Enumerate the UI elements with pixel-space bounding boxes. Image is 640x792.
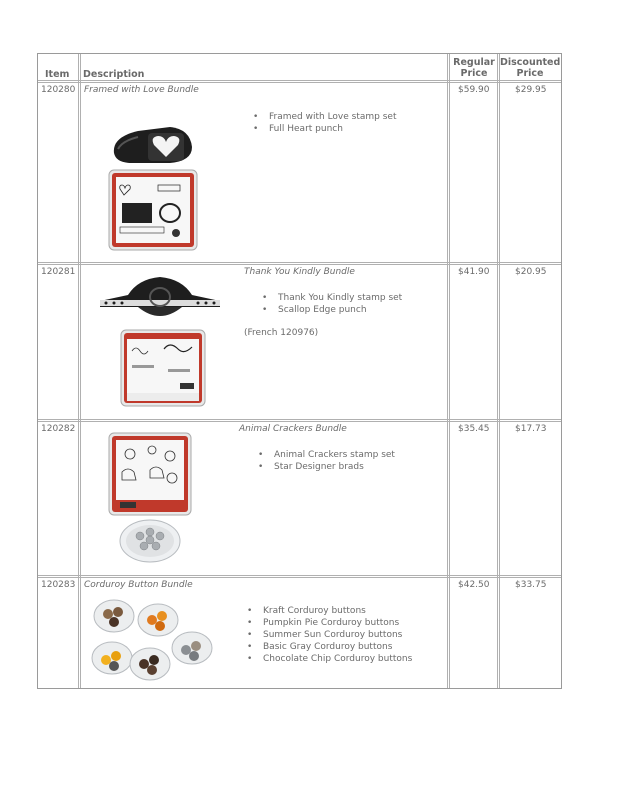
discounted-price: $29.95: [515, 85, 547, 95]
item-number: 120282: [41, 424, 76, 434]
bundle-table: [37, 53, 562, 689]
bundle-title: Corduroy Button Bundle: [84, 580, 193, 590]
bundle-contents: [256, 449, 395, 473]
item-number: 120280: [41, 85, 76, 95]
scallop-edge-punch-image: [98, 273, 222, 325]
list-item: • Kraft Corduroy buttons: [245, 605, 412, 617]
list-item: • Star Designer brads: [256, 461, 395, 473]
table-row: [38, 265, 561, 419]
stamp-set-image: [108, 169, 198, 251]
bundle-contents: [260, 292, 402, 316]
list-item: • Basic Gray Corduroy buttons: [245, 641, 412, 653]
list-item: • Full Heart punch: [251, 123, 397, 135]
item-number: 120281: [41, 267, 76, 277]
kraft-buttons-jar: [94, 600, 134, 632]
bundle-title: Framed with Love Bundle: [84, 85, 199, 95]
bundle-contents: [251, 111, 397, 135]
header-discounted-price: Discounted Price: [500, 57, 561, 79]
regular-price: $35.45: [458, 424, 490, 434]
regular-price: $59.90: [458, 85, 490, 95]
discounted-price: $17.73: [515, 424, 547, 434]
basic-gray-buttons-jar: [172, 632, 212, 664]
list-item: • Animal Crackers stamp set: [256, 449, 395, 461]
heart-punch-image: [108, 123, 198, 167]
star-brads-image: [118, 518, 182, 564]
stamp-set-image: [108, 432, 192, 516]
list-item: • Thank You Kindly stamp set: [260, 292, 402, 304]
list-item: • Pumpkin Pie Corduroy buttons: [245, 617, 412, 629]
list-item: • Summer Sun Corduroy buttons: [245, 629, 412, 641]
bundle-contents: [245, 605, 412, 665]
chocolate-buttons-jar: [130, 648, 170, 680]
table-row: [38, 83, 561, 262]
header-item: Item: [45, 69, 70, 80]
discounted-price: $20.95: [515, 267, 547, 277]
list-item: • Framed with Love stamp set: [251, 111, 397, 123]
summer-sun-buttons-jar: [92, 642, 132, 674]
discounted-price: $33.75: [515, 580, 547, 590]
corduroy-buttons-image: [88, 592, 218, 684]
table-row: [38, 578, 561, 689]
bundle-title: Thank You Kindly Bundle: [244, 267, 355, 277]
table-row: [38, 422, 561, 575]
list-item: • Chocolate Chip Corduroy buttons: [245, 653, 412, 665]
pumpkin-buttons-jar: [138, 604, 178, 636]
list-item: • Scallop Edge punch: [260, 304, 402, 316]
table-header: [38, 54, 561, 80]
regular-price: $42.50: [458, 580, 490, 590]
stamp-set-image: [120, 329, 206, 407]
regular-price: $41.90: [458, 267, 490, 277]
bundle-title: Animal Crackers Bundle: [239, 424, 347, 434]
header-description: Description: [83, 69, 145, 80]
header-regular-price: Regular Price: [453, 57, 495, 79]
french-item-note: (French 120976): [244, 328, 319, 338]
item-number: 120283: [41, 580, 76, 590]
